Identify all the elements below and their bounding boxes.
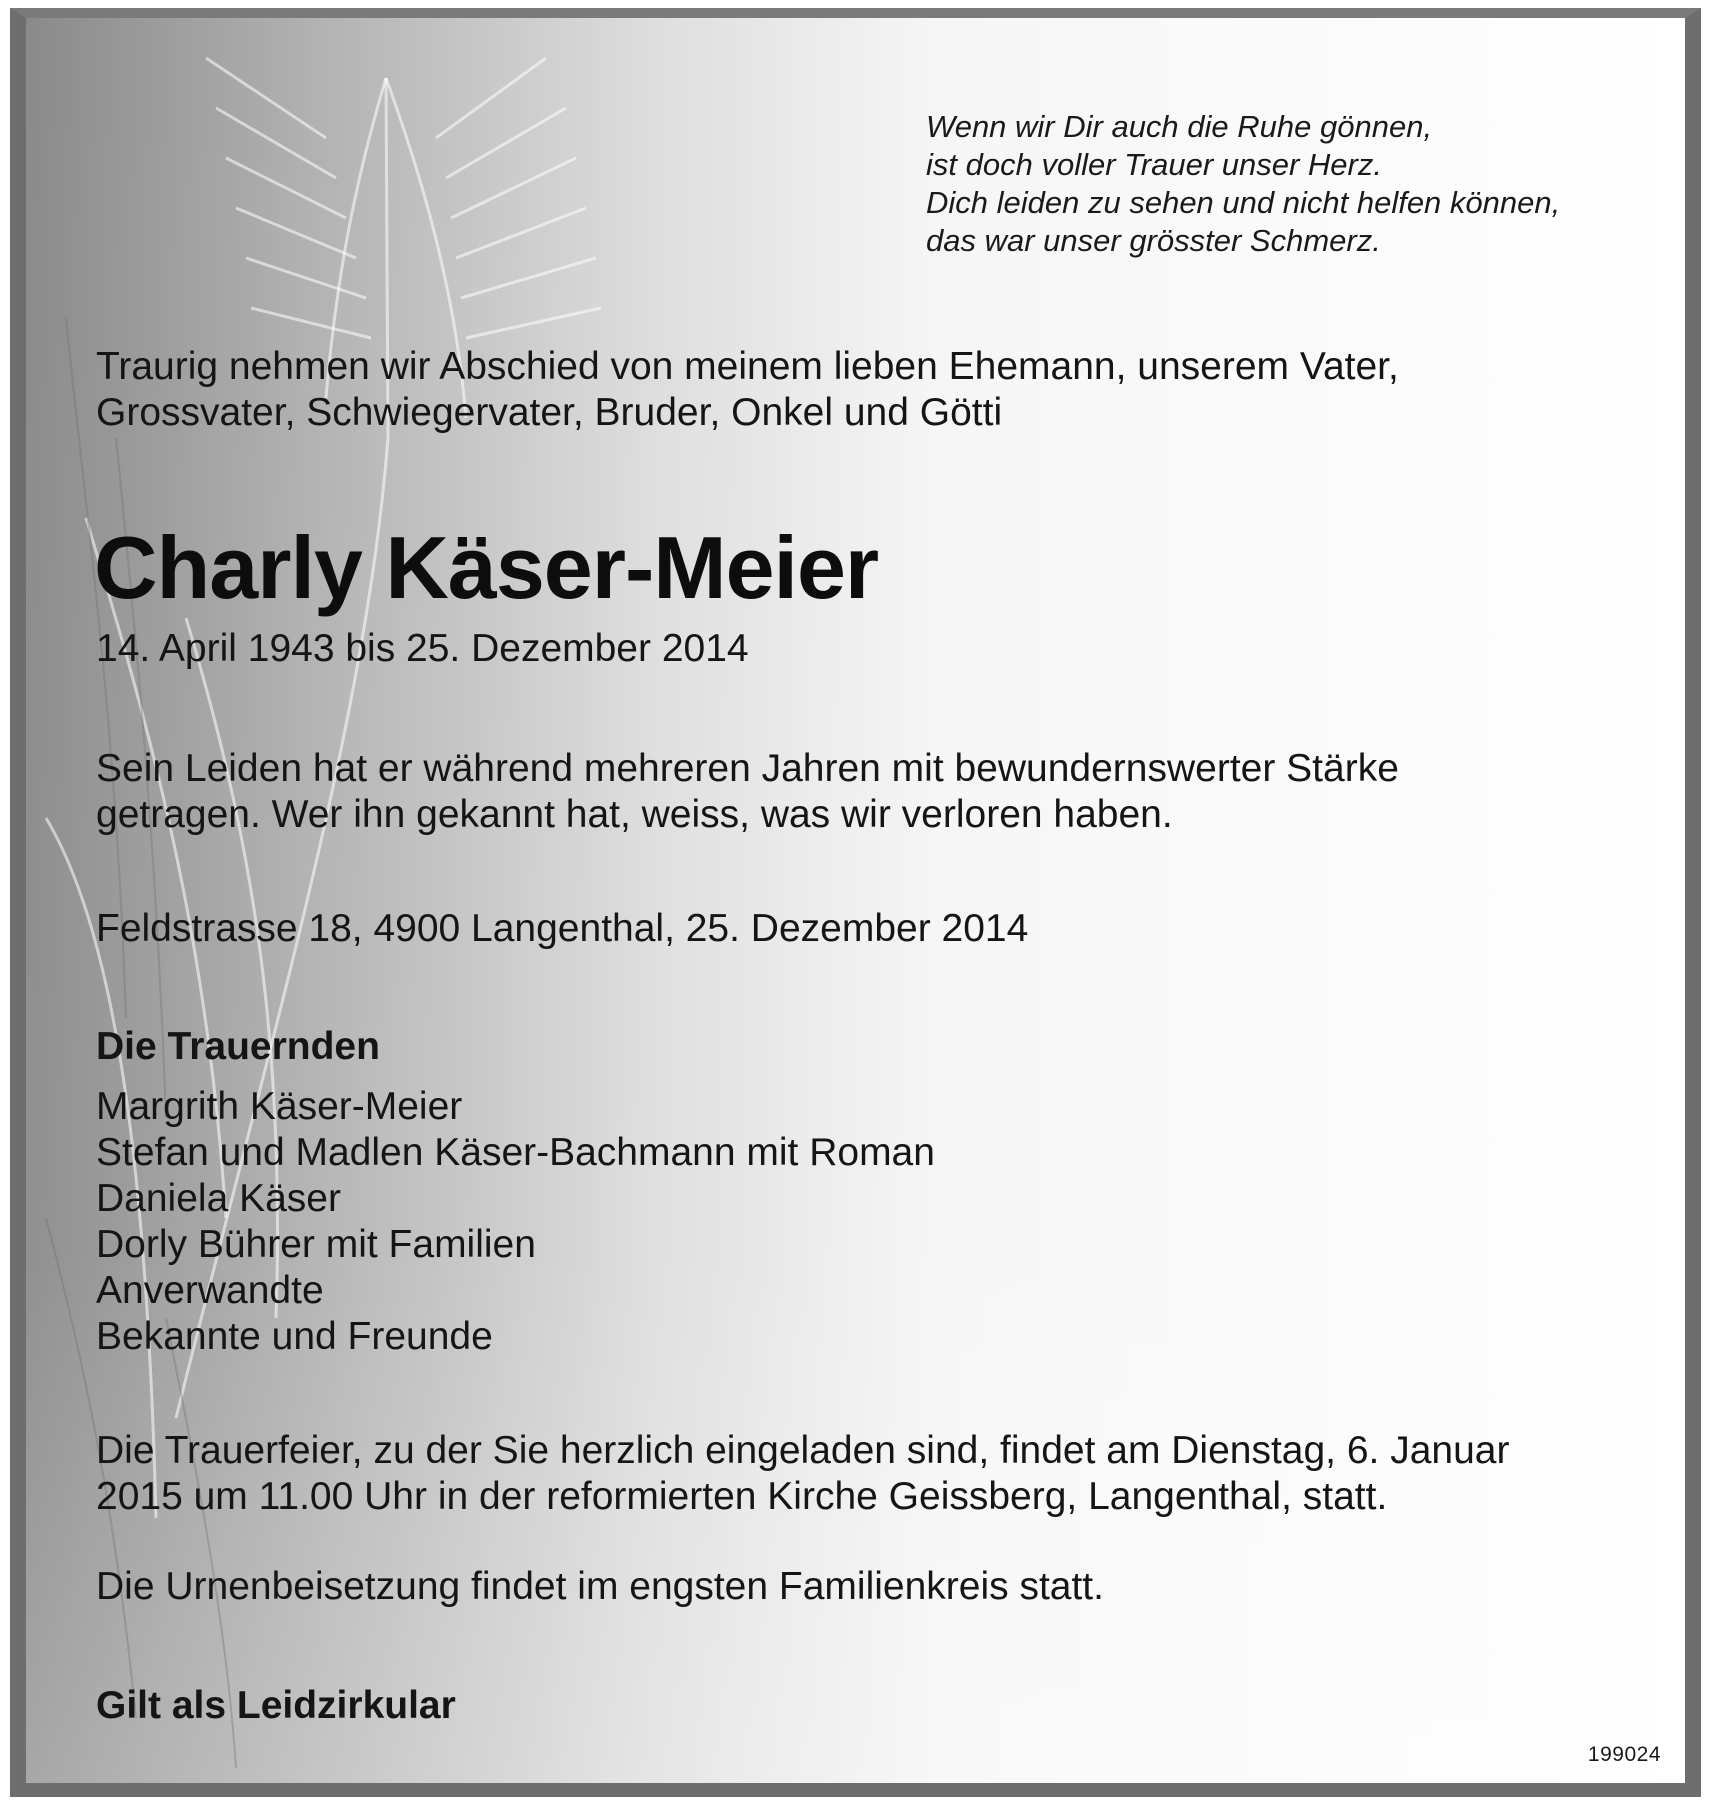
life-dates-text: 14. April 1943 bis 25. Dezember 2014 [96,627,749,670]
address-text: Feldstrasse 18, 4900 Langenthal, 25. Dezember 2014 [96,907,1029,950]
intro-line: Traurig nehmen wir Abschied von meinem lieben Ehemann, unserem Vater, [96,345,1399,388]
life-dates [96,626,749,672]
mourner-name: Stefan und Madlen Käser-Bachmann mit Roman [96,1131,935,1174]
address-line [96,906,1028,952]
obituary-content [26,18,1685,1783]
mourners-heading [96,1024,380,1070]
ceremony-line: 2015 um 11.00 Uhr in der reformierten Kirche Geissberg, Langenthal, statt. [96,1475,1388,1518]
ceremony-line: Die Trauerfeier, zu der Sie herzlich eingeladen sind, findet am Dienstag, 6. Januar [96,1429,1510,1472]
circular-text: Gilt als Leidzirkular [96,1684,456,1727]
mourners-list [96,1084,935,1360]
suffering-line: getragen. Wer ihn gekannt hat, weiss, was wir verloren haben. [96,793,1173,836]
obituary-frame [10,8,1701,1797]
urn-burial-note [96,1564,1104,1610]
intro-line: Grossvater, Schwiegervater, Bruder, Onkel und Götti [96,391,1003,434]
poem-line: das war unser grösster Schmerz. [926,223,1381,258]
mourner-name: Bekannte und Freunde [96,1315,493,1358]
mourner-name: Daniela Käser [96,1177,341,1220]
mourner-name: Margrith Käser-Meier [96,1085,463,1128]
poem-line: Dich leiden zu sehen und nicht helfen können, [926,185,1561,220]
poem-line: Wenn wir Dir auch die Ruhe gönnen, [926,109,1433,144]
mourners-heading-text: Die Trauernden [96,1025,380,1068]
suffering-line: Sein Leiden hat er während mehreren Jahren mit bewundernswerter Stärke [96,747,1399,790]
mourner-name: Anverwandte [96,1269,324,1312]
mourner-name: Dorly Bührer mit Familien [96,1223,536,1266]
suffering-paragraph [96,746,1399,838]
poem-line: ist doch voller Trauer unser Herz. [926,147,1382,182]
farewell-intro [96,344,1399,436]
circular-note [96,1683,456,1729]
urn-burial-text: Die Urnenbeisetzung findet im engsten Familienkreis statt. [96,1565,1104,1608]
ceremony-paragraph [96,1428,1509,1520]
memorial-poem [926,108,1560,260]
reference-number: 199024 [1587,1743,1661,1766]
deceased-name: Charly Käser-Meier [94,518,879,617]
